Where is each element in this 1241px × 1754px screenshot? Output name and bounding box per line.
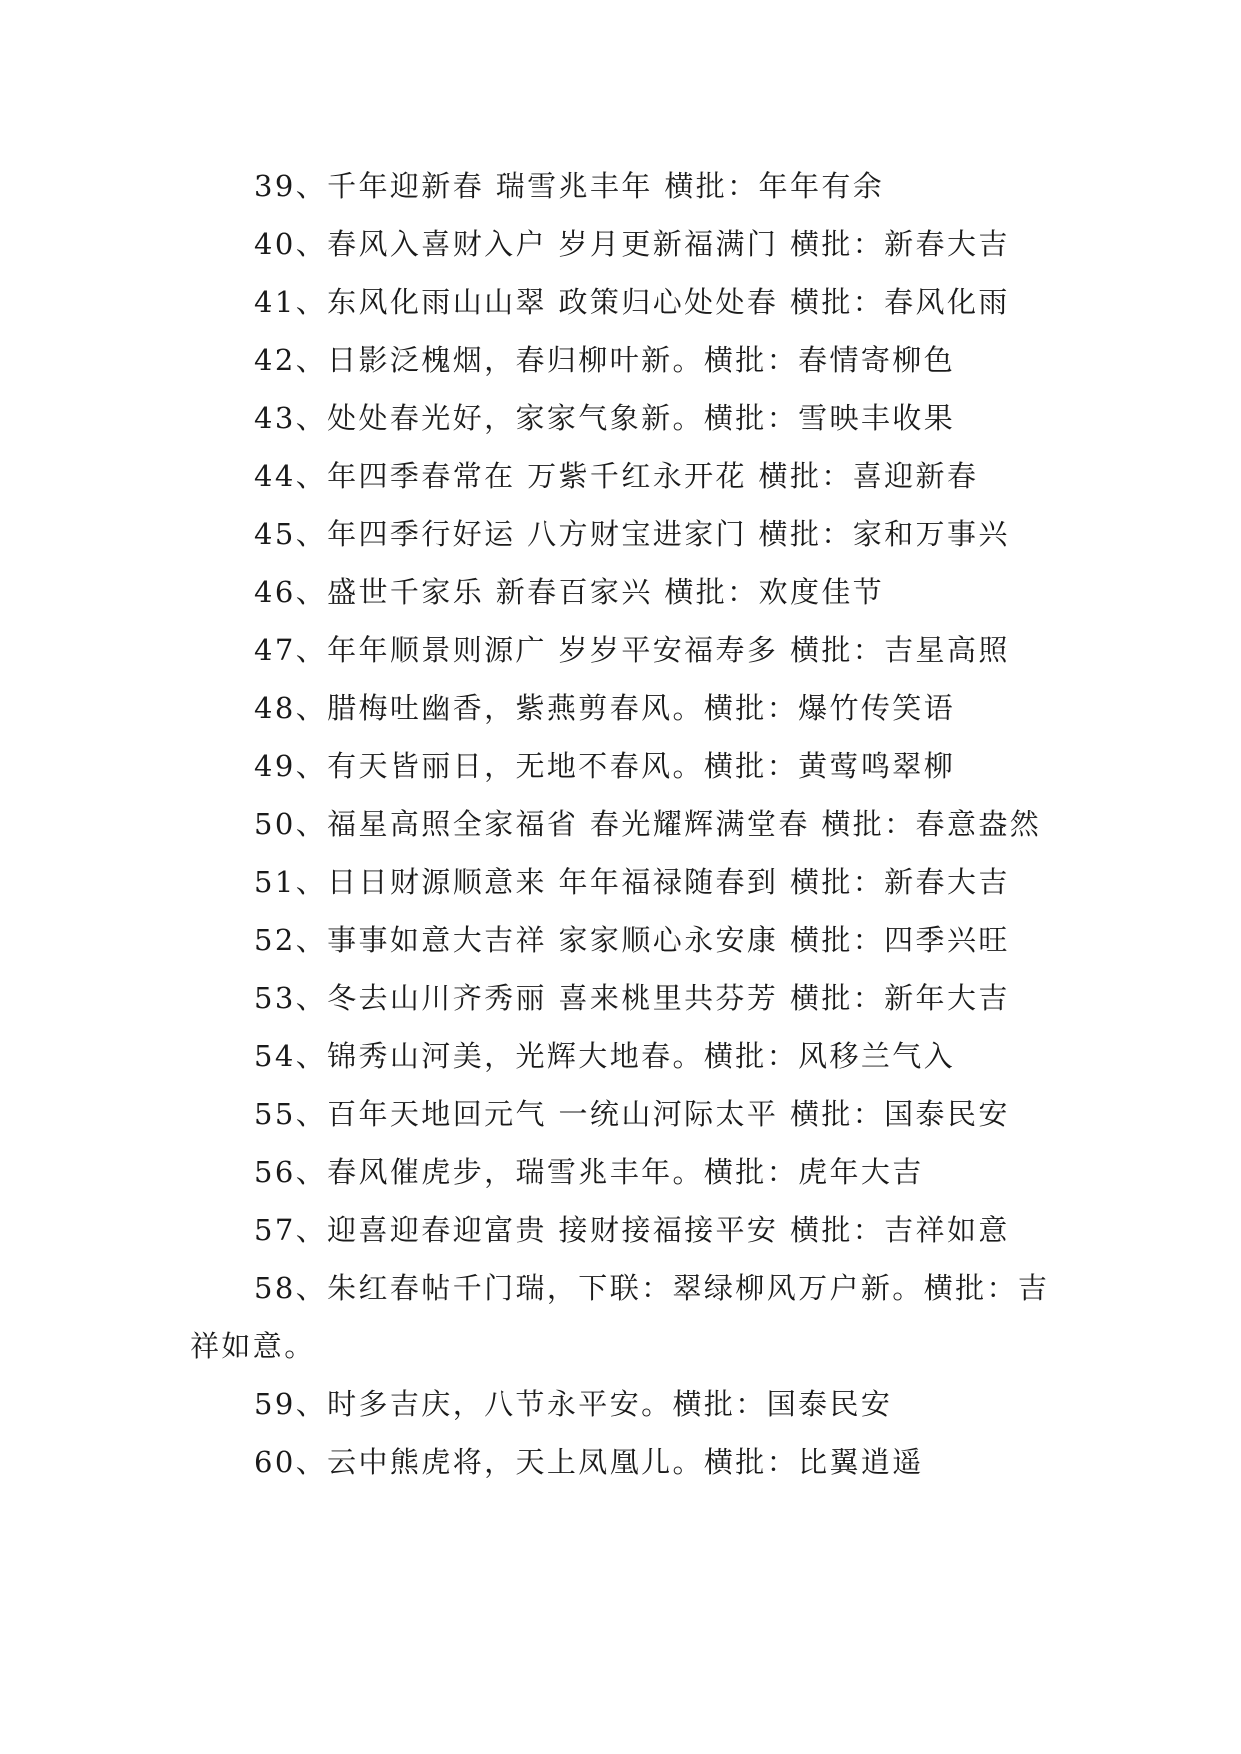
- couplet-line-39: 39、千年迎新春 瑞雪兆丰年 横批：年年有余: [254, 169, 885, 203]
- couplet-line-59: 59、时多吉庆，八节永平安。横批：国泰民安: [254, 1387, 893, 1421]
- couplet-line-57: 57、迎喜迎春迎富贵 接财接福接平安 横批：吉祥如意: [254, 1213, 1010, 1247]
- couplet-line-51: 51、日日财源顺意来 年年福禄随春到 横批：新春大吉: [254, 865, 1010, 899]
- couplet-line-55: 55、百年天地回元气 一统山河际太平 横批：国泰民安: [254, 1097, 1010, 1131]
- couplet-line-48: 48、腊梅吐幽香，紫燕剪春风。横批：爆竹传笑语: [254, 691, 956, 725]
- couplet-line-44: 44、年四季春常在 万紫千红永开花 横批：喜迎新春: [254, 459, 979, 493]
- couplet-line-46: 46、盛世千家乐 新春百家兴 横批：欢度佳节: [254, 575, 885, 609]
- couplet-line-60: 60、云中熊虎将，天上凤凰儿。横批：比翼逍遥: [254, 1445, 924, 1479]
- couplet-line-58: 58、朱红春帖千门瑞，下联：翠绿柳风万户新。横批：吉祥如意。: [190, 1271, 1050, 1363]
- couplet-line-56: 56、春风催虎步，瑞雪兆丰年。横批：虎年大吉: [254, 1155, 924, 1189]
- couplet-line-49: 49、有天皆丽日，无地不春风。横批：黄莺鸣翠柳: [254, 749, 956, 783]
- document-body: [190, 157, 1070, 1491]
- couplet-line-42: 42、日影泛槐烟，春归柳叶新。横批：春情寄柳色: [254, 343, 956, 377]
- couplet-line-43: 43、处处春光好，家家气象新。横批：雪映丰收果: [254, 401, 956, 435]
- couplet-line-52: 52、事事如意大吉祥 家家顺心永安康 横批：四季兴旺: [254, 923, 1010, 957]
- couplet-line-40: 40、春风入喜财入户 岁月更新福满门 横批：新春大吉: [254, 227, 1010, 261]
- couplet-line-47: 47、年年顺景则源广 岁岁平安福寿多 横批：吉星高照: [254, 633, 1010, 667]
- couplet-line-53: 53、冬去山川齐秀丽 喜来桃里共芬芳 横批：新年大吉: [254, 981, 1010, 1015]
- couplet-line-45: 45、年四季行好运 八方财宝进家门 横批：家和万事兴: [254, 517, 1010, 551]
- couplet-line-41: 41、东风化雨山山翠 政策归心处处春 横批：春风化雨: [254, 285, 1010, 319]
- couplet-line-54: 54、锦秀山河美，光辉大地春。横批：风移兰气入: [254, 1039, 956, 1073]
- couplet-line-50: 50、福星高照全家福省 春光耀辉满堂春 横批：春意盎然: [254, 807, 1042, 841]
